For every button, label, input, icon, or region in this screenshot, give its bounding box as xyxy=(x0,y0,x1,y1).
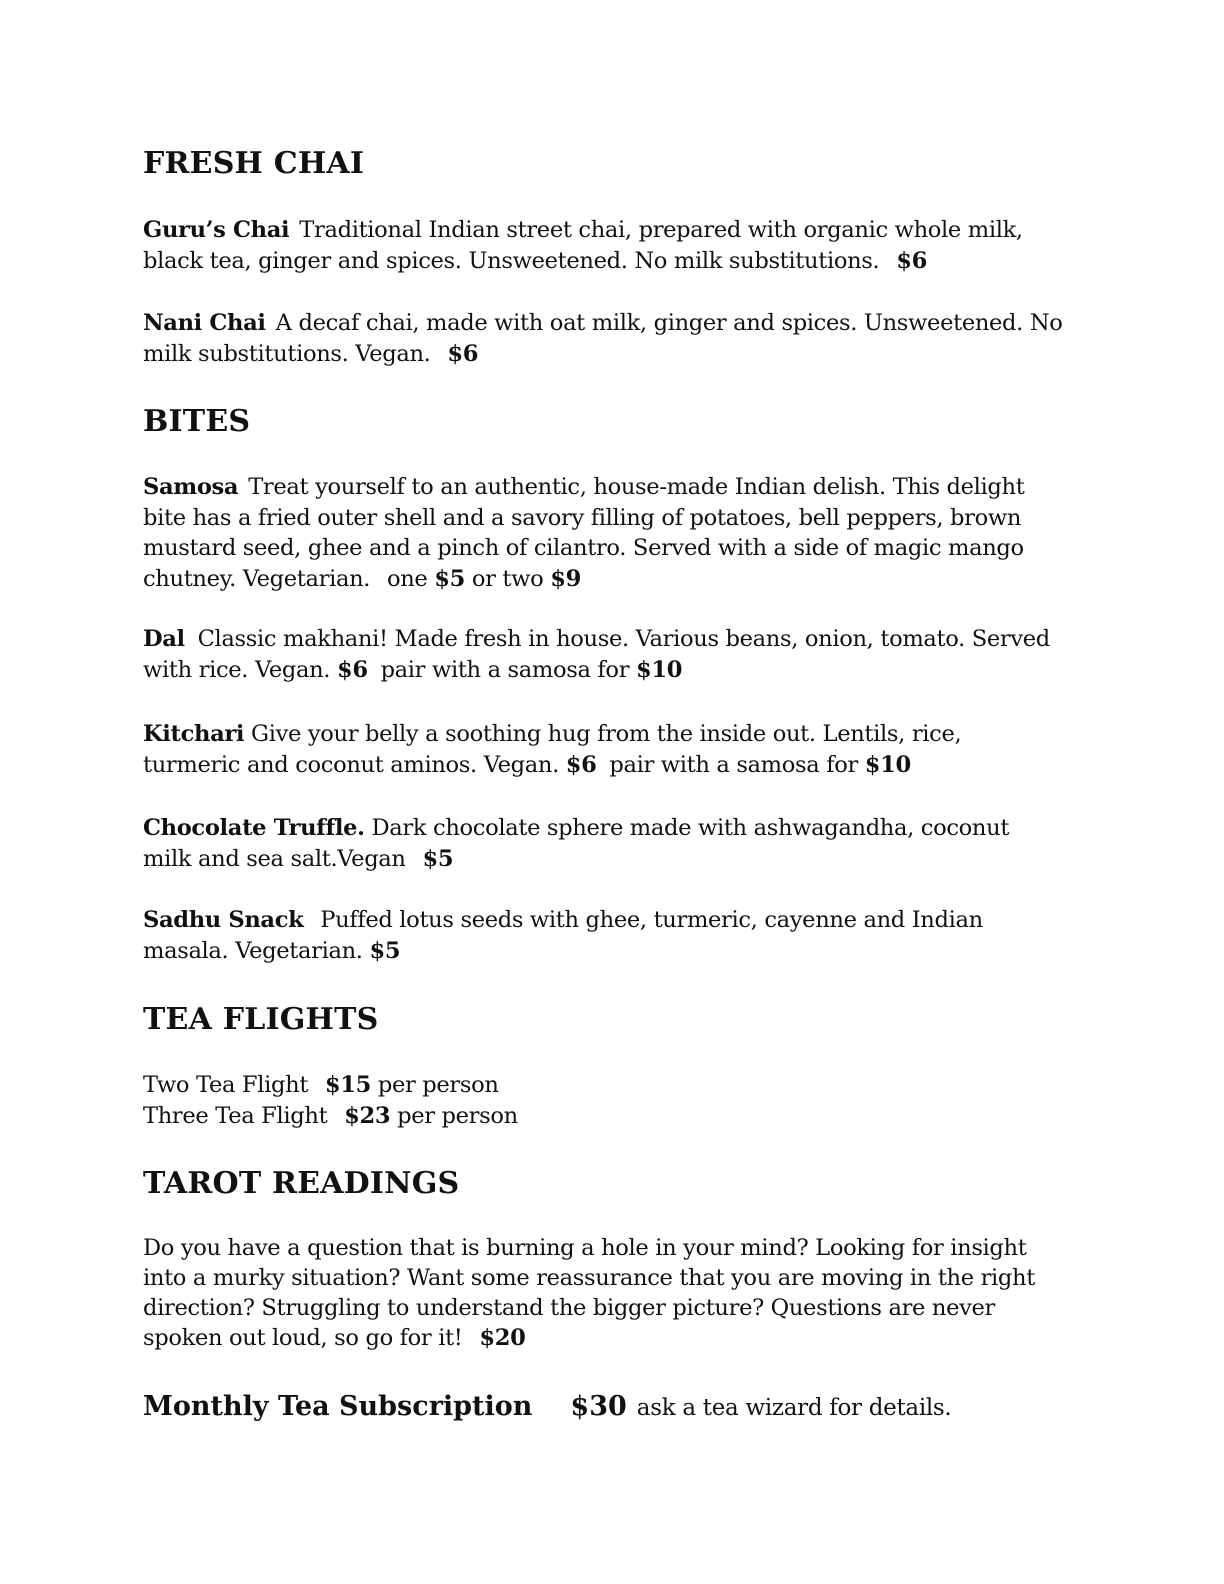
item-name: Samosa xyxy=(143,474,239,500)
subscription-price: $30 xyxy=(570,1391,627,1422)
section-title-tarot-readings: TAROT READINGS xyxy=(143,1166,460,1201)
section-title-bites: BITES xyxy=(143,404,251,439)
item-name: Sadhu Snack xyxy=(143,907,304,933)
item-unit: per person xyxy=(377,1072,499,1098)
item-price: $6 xyxy=(447,340,479,367)
item-description: Classic makhani! Made fresh in house. Various beans, onion, tomato. Served with rice. Vegan. xyxy=(143,626,1050,683)
item-price: $9 xyxy=(550,565,581,592)
item-description: Puffed lotus seeds with ghee, turmeric, cayenne and Indian masala. Vegetarian. xyxy=(143,907,983,964)
item-name: Two Tea Flight xyxy=(143,1072,309,1098)
item-name: Nani Chai xyxy=(143,310,266,336)
menu-item-dal xyxy=(143,624,1063,685)
item-price: $5 xyxy=(422,845,454,872)
item-price: $5 xyxy=(434,565,466,592)
menu-item-three-tea-flight xyxy=(143,1101,518,1132)
item-description: Traditional Indian street chai, prepared with organic whole milk, black tea, ginger and spices. Unsweetened. No milk substitutions. xyxy=(143,217,1023,274)
item-price: $15 xyxy=(324,1072,372,1098)
option-label: or two xyxy=(471,565,544,592)
item-description: A decaf chai, made with oat milk, ginger and spices. Unsweetened. No milk substitutions. Vegan. xyxy=(143,310,1063,367)
item-price: $5 xyxy=(369,937,401,964)
subscription-line xyxy=(143,1390,951,1427)
pair-text: pair with a samosa for xyxy=(380,656,630,683)
item-name: Chocolate Truffle. xyxy=(143,815,365,841)
tarot-description-block xyxy=(143,1233,1063,1353)
item-price: $6 xyxy=(336,656,368,683)
tarot-price: $20 xyxy=(479,1325,526,1351)
menu-item-nani-chai xyxy=(143,308,1063,369)
menu-item-two-tea-flight xyxy=(143,1070,499,1101)
tarot-description: Do you have a question that is burning a hole in your mind? Looking for insight into a murky situation? Want some reassurance that you are moving in the right direction? Struggling to understand the bigger picture? Questions are never spoken out loud, so go for it! xyxy=(143,1235,1035,1351)
item-price: $6 xyxy=(565,751,597,778)
subscription-note: ask a tea wizard for details. xyxy=(636,1395,952,1421)
pair-price: $10 xyxy=(635,656,683,683)
item-description: Treat yourself to an authentic, house-made Indian delish. This delight bite has a fried outer shell and a savory filling of potatoes, bell peppers, brown mustard seed, ghee and a pinch of cilantro. Served with a side of magic mango chutney. Vegetarian. xyxy=(143,474,1025,592)
item-name: Kitchari xyxy=(143,721,245,747)
section-title-tea-flights: TEA FLIGHTS xyxy=(143,1002,379,1037)
option-label: one xyxy=(386,565,428,592)
item-unit: per person xyxy=(397,1103,518,1129)
pair-price: $10 xyxy=(864,751,911,778)
menu-item-chocolate-truffle xyxy=(143,813,1063,874)
item-name: Three Tea Flight xyxy=(143,1103,328,1129)
item-price: $6 xyxy=(896,247,927,274)
subscription-name: Monthly Tea Subscription xyxy=(143,1391,533,1422)
menu-item-samosa xyxy=(143,472,1063,594)
menu-item-sadhu-snack xyxy=(143,905,1063,966)
item-name: Guru’s Chai xyxy=(143,217,290,243)
item-name: Dal xyxy=(143,626,185,652)
item-description: Give your belly a soothing hug from the inside out. Lentils, rice, turmeric and coconut aminos. Vegan. xyxy=(143,721,962,778)
pair-text: pair with a samosa for xyxy=(609,751,858,778)
item-price: $23 xyxy=(344,1103,391,1129)
menu-item-gurus-chai xyxy=(143,215,1063,276)
item-description: Dark chocolate sphere made with ashwagandha, coconut milk and sea salt.Vegan xyxy=(143,815,1010,872)
section-title-fresh-chai: FRESH CHAI xyxy=(143,146,365,181)
menu-item-kitchari xyxy=(143,719,1063,780)
